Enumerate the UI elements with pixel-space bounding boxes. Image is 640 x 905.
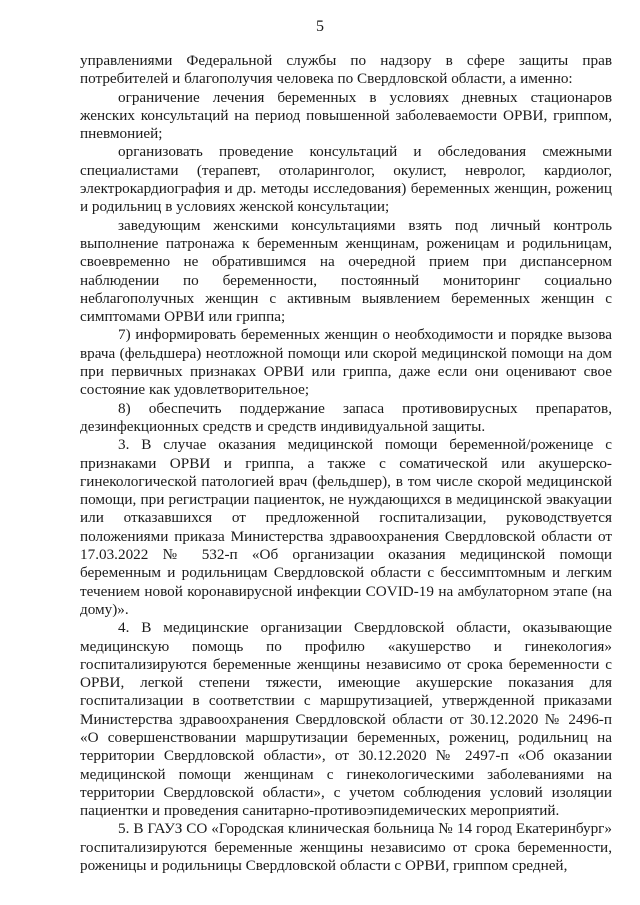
- paragraph-item: 7) информировать беременных женщин о необходимости и порядке вызова врача (фельдшера) неотложной помощи или скорой медицинской помощи на дом при первичных признаках ОРВИ или гриппа, даже если они оценивают свое состояние как удовлетворительное;: [80, 326, 612, 399]
- paragraph-item: организовать проведение консультаций и обследования смежными специалистами (терапевт, отоларинголог, окулист, невролог, кардиолог, электрокардиография и др. методы исследования) беременных женщин, рожениц и родильниц в условиях женской консультации;: [80, 143, 612, 216]
- page-number: 5: [316, 18, 324, 35]
- paragraph-item: ограничение лечения беременных в условиях дневных стационаров женских консультаций на период повышенной заболеваемости ОРВИ, гриппом, пневмонией;: [80, 88, 612, 143]
- paragraph-section-3: 3. В случае оказания медицинской помощи беременной/роженице с признаками ОРВИ и гриппа, а также с соматической или акушерско-гинекологической патологией врач (фельдшер), в том числе скорой медицинской помощи, при регистрации пациенток, не нуждающихся в медицинской эвакуации или отказавшихся от предложенной госпитализации, руководствуется положениями приказа Министерства здравоохранения Свердловской области от 17.03.2022 № 532-п «Об организации оказания медицинской помощи беременным и родильницам Свердловской области с бессимптомным и легким течением новой коронавирусной инфекции COVID-19 на амбулаторном этапе (на дому)».: [80, 436, 612, 618]
- paragraph-section-4: 4. В медицинские организации Свердловской области, оказывающие медицинскую помощь по профилю «акушерство и гинекология» госпитализируются беременные женщины независимо от срока беременности с ОРВИ, легкой степени тяжести, имеющие акушерские показания для госпитализации в соответствии с маршрутизацией, утвержденной приказами Министерства здравоохранения Свердловской области от 30.12.2020 № 2496-п «О совершенствовании маршрутизации беременных, рожениц, родильниц на территории Свердловской области», от 30.12.2020 № 2497-п «Об оказании медицинской помощи женщинам с гинекологическими заболеваниями на территории Свердловской области», с учетом соблюдения условий изоляции пациентки и проведения санитарно-противоэпидемических мероприятий.: [80, 619, 612, 820]
- paragraph-item: заведующим женскими консультациями взять под личный контроль выполнение патронажа к беременным женщинам, роженицам и родильницам, своевременно не обратившимся на очередной прием при диспансерном наблюдении по беременности, постоянный мониторинг социально неблагополучных женщин с активным выявлением беременных женщин с симптомами ОРВИ или гриппа;: [80, 216, 612, 326]
- document-body: [80, 52, 612, 875]
- paragraph-section-5: 5. В ГАУЗ СО «Городская клиническая больница № 14 город Екатеринбург» госпитализируются беременные женщины независимо от срока беременности, роженицы и родильницы Свердловской области с ОРВИ, гриппом средней,: [80, 820, 612, 875]
- paragraph-intro: управлениями Федеральной службы по надзору в сфере защиты прав потребителей и благополучия человека по Свердловской области, а именно:: [80, 52, 612, 88]
- paragraph-item: 8) обеспечить поддержание запаса противовирусных препаратов, дезинфекционных средств и средств индивидуальной защиты.: [80, 399, 612, 435]
